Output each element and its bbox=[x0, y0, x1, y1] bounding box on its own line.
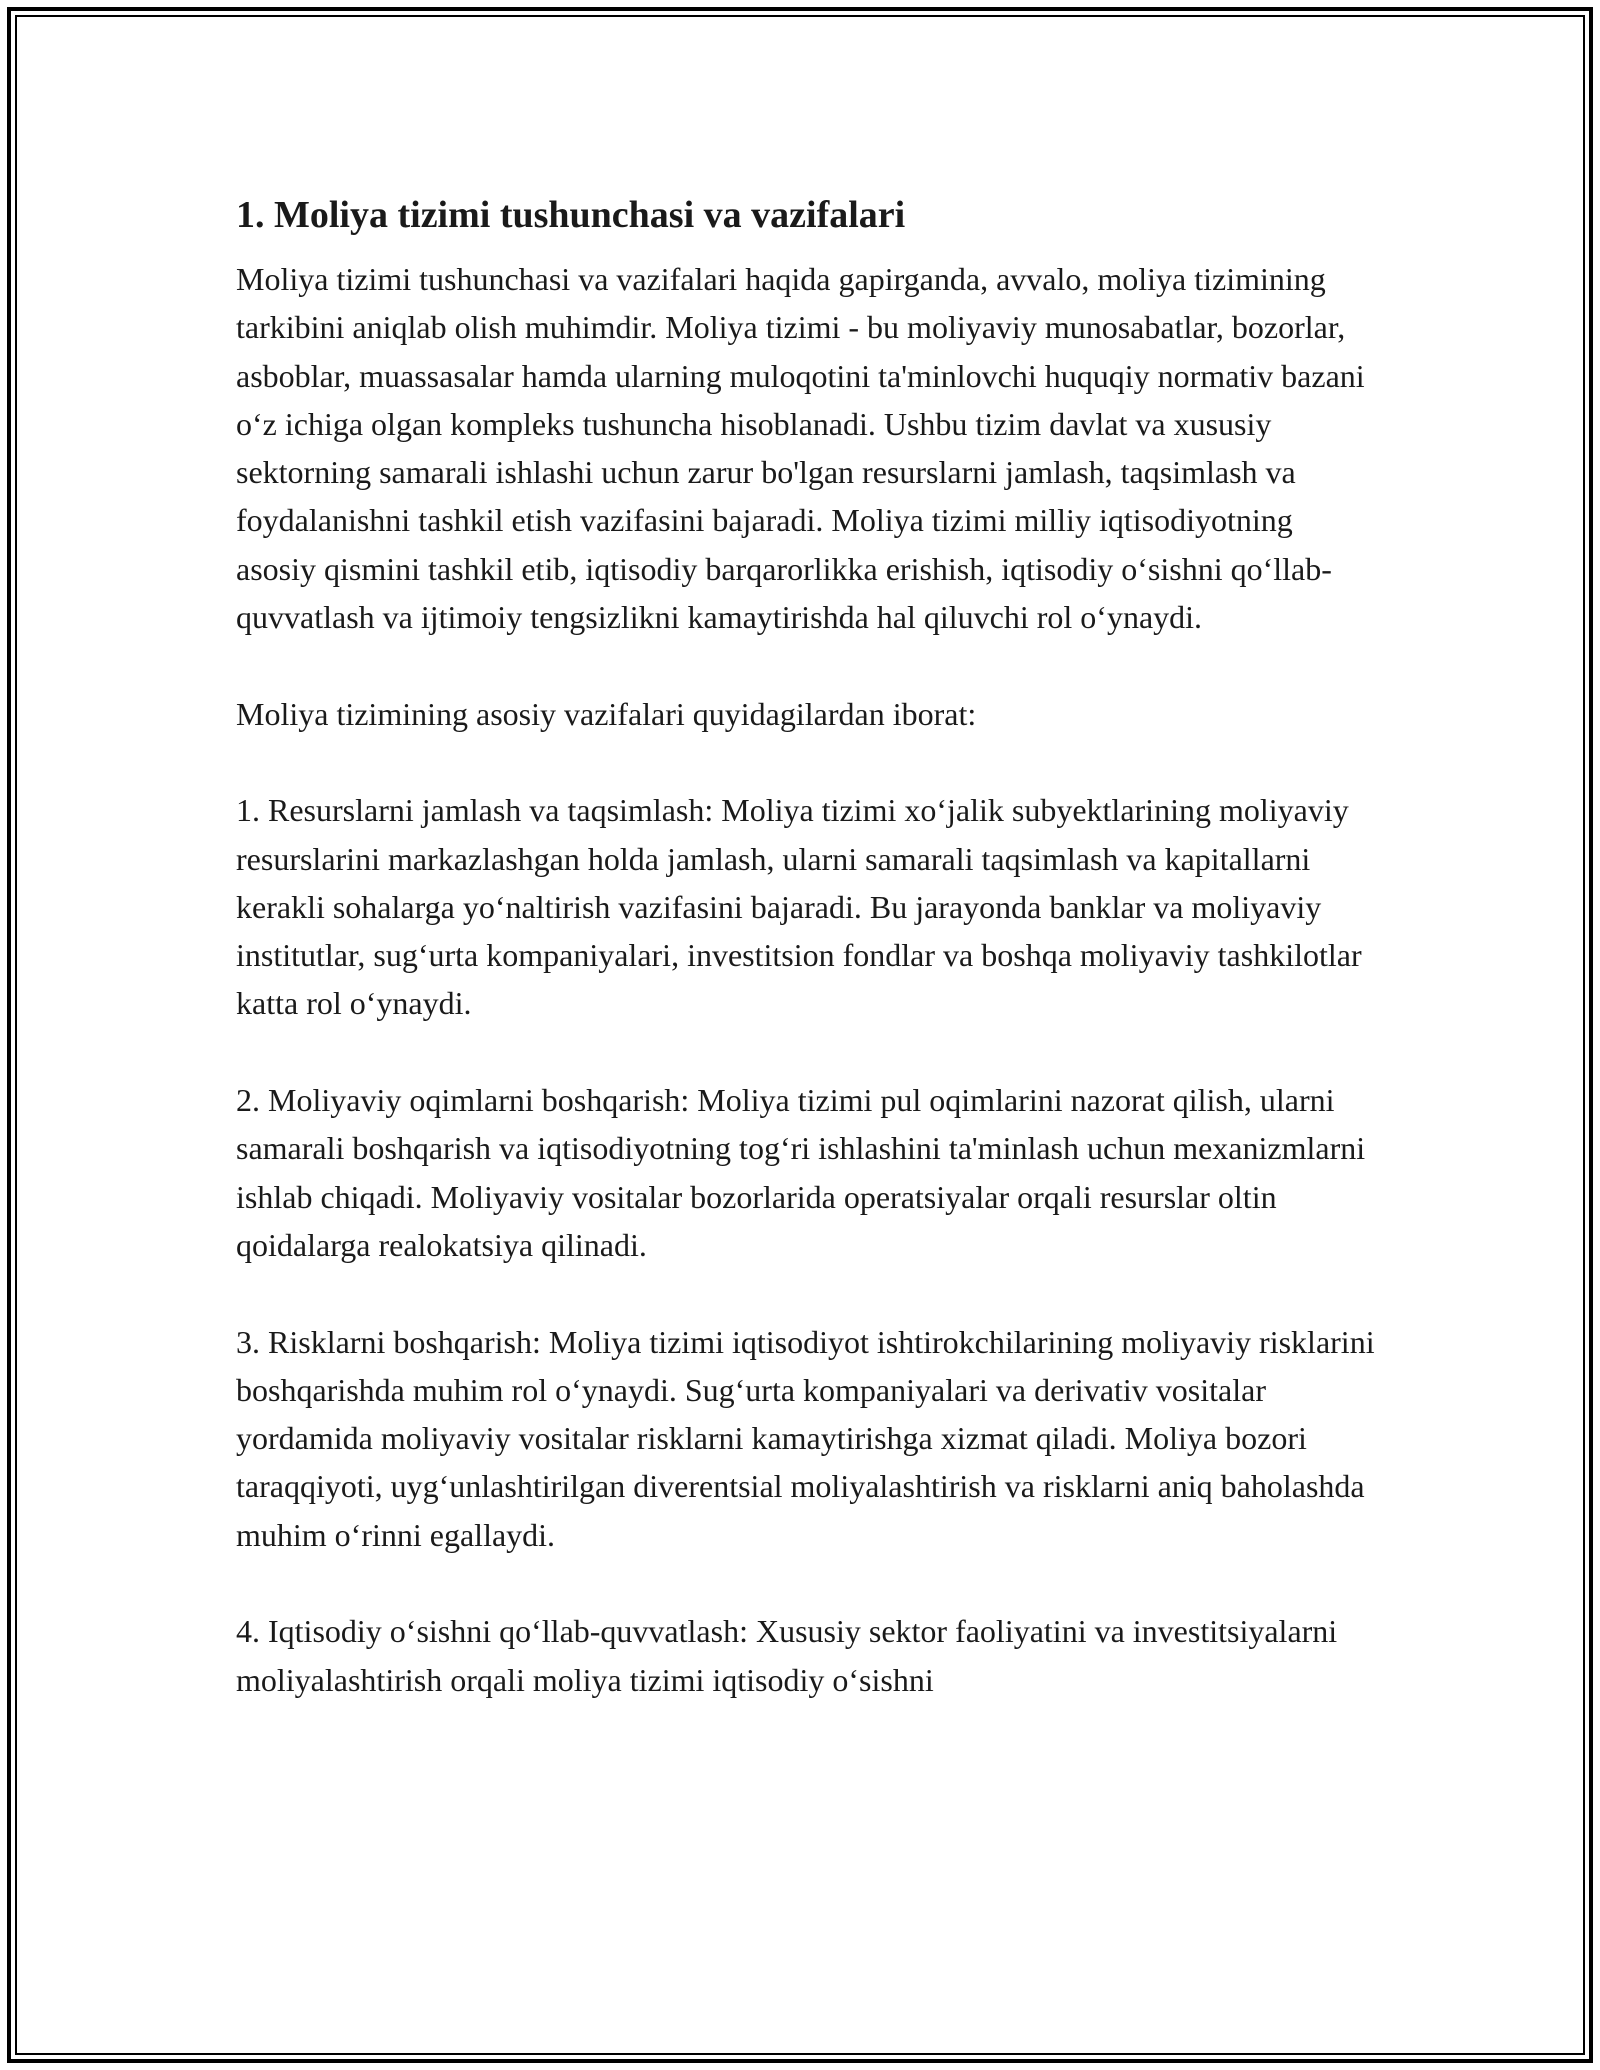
document-page bbox=[236, 183, 1376, 1704]
functions-intro-paragraph: Moliya tizimining asosiy vazifalari quyidagilardan iborat: bbox=[236, 695, 977, 732]
function-item-1: 1. Resurslarni jamlash va taqsimlash: Moliya tizimi xo‘jalik subyektlarining moliyaviy resurslarini markazlashgan holda jamlash, ularni samarali taqsimlash va kapitallarni kerakli sohalarga yo‘naltirish vazifasini bajaradi. Bu jarayonda banklar va moliyaviy institutlar, sug‘urta kompaniyalari, investitsion fondlar va boshqa moliyaviy tashkilotlar katta rol o‘ynaydi. bbox=[236, 792, 1362, 1022]
intro-paragraph: Moliya tizimi tushunchasi va vazifalari haqida gapirganda, avvalo, moliya tizimining tarkibini aniqlab olish muhimdir. Moliya tizimi - bu moliyaviy munosabatlar, bozorlar, asboblar, muassasalar hamda ularning muloqotini ta'minlovchi huquqiy normativ bazani o‘z ichiga olgan kompleks tushuncha hisoblanadi. Ushbu tizim davlat va xususiy sektorning samarali ishlashi uchun zarur bo'lgan resurslarni jamlash, taqsimlash va foydalanishni tashkil etish vazifasini bajaradi. Moliya tizimi milliy iqtisodiyotning asosiy qismini tashkil etib, iqtisodiy barqarorlikka erishish, iqtisodiy o‘sishni qo‘llab-quvvatlash va ijtimoiy tengsizlikni kamaytirishda hal qiluvchi rol o‘ynaydi. bbox=[236, 261, 1365, 636]
paragraph-spacer bbox=[236, 738, 1376, 786]
paragraph-spacer bbox=[236, 1559, 1376, 1607]
paragraph-spacer bbox=[236, 1269, 1376, 1317]
function-item-3: 3. Risklarni boshqarish: Moliya tizimi iqtisodiyot ishtirokchilarining moliyaviy risklarini boshqarishda muhim rol o‘ynaydi. Sug‘urta kompaniyalari va derivativ vositalar yordamida moliyaviy vositalar risklarni kamaytirishga xizmat qiladi. Moliya bozori taraqqiyoti, uyg‘unlashtirilgan diverentsial moliyalashtirish va risklarni aniq baholashda muhim o‘rinni egallaydi. bbox=[236, 1323, 1375, 1553]
function-item-4: 4. Iqtisodiy o‘sishni qo‘llab-quvvatlash: Xususiy sektor faoliyatini va investitsiyalarni moliyalashtirish orqali moliya tizimi iqtisodiy o‘sishni bbox=[236, 1613, 1338, 1698]
paragraph-spacer bbox=[236, 1028, 1376, 1076]
paragraph-spacer bbox=[236, 641, 1376, 689]
section-heading: 1. Moliya tizimi tushunchasi va vazifalari bbox=[236, 194, 906, 236]
function-item-2: 2. Moliyaviy oqimlarni boshqarish: Moliya tizimi pul oqimlarini nazorat qilish, ularni samarali boshqarish va iqtisodiyotning tog‘ri ishlashini ta'minlash uchun mexanizmlarni ishlab chiqadi. Moliyaviy vositalar bozorlarida operatsiyalar orqali resurslar oltin qoidalarga realokatsiya qilinadi. bbox=[236, 1082, 1366, 1263]
